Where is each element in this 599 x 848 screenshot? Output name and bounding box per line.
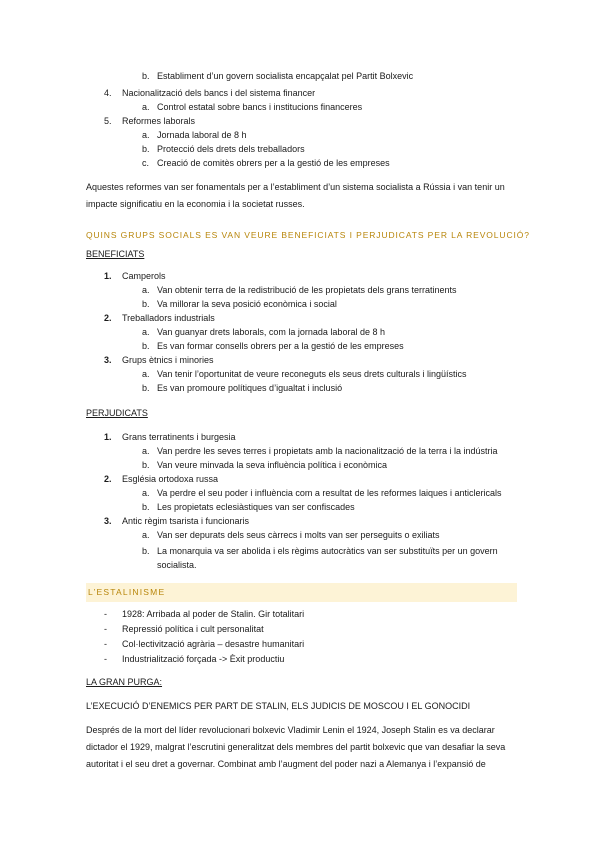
list-marker: b. — [142, 71, 150, 81]
summary-line: impacte significatiu en la economia i la societat russes. — [86, 199, 305, 209]
list-marker: c. — [142, 158, 150, 168]
list-item: Camperols — [122, 271, 166, 281]
list-marker: b. — [142, 546, 150, 556]
list-item: Antic règim tsarista i funcionaris — [122, 516, 250, 526]
list-item: Es van promoure polítiques d’igualtat i inclusió — [157, 383, 343, 393]
bullet-item: Repressió política i cult personalitat — [122, 624, 264, 634]
section-heading: L’ESTALINISME — [88, 587, 166, 597]
bullet-item: Col·lectivització agrària – desastre humanitari — [122, 639, 305, 649]
list-marker: b. — [142, 299, 150, 309]
section-heading: QUINS GRUPS SOCIALS ES VAN VEURE BENEFICIATS I PERJUDICATS PER LA REVOLUCIÓ? — [86, 230, 530, 240]
list-marker: 5. — [104, 116, 112, 126]
list-marker: b. — [142, 341, 150, 351]
list-item: La monarquia va ser abolida i els règims autocràtics van ser substituïts per un govern — [157, 546, 498, 556]
list-marker: a. — [142, 488, 150, 498]
bullet-marker: - — [104, 624, 107, 634]
list-item: Treballadors industrials — [122, 313, 215, 323]
list-marker: 1. — [104, 432, 112, 442]
list-marker: a. — [142, 446, 150, 456]
subsection-title: LA GRAN PURGA: — [86, 677, 163, 687]
bullet-item: Industrialització forçada -> Èxit productiu — [122, 654, 285, 664]
list-item: Les propietats eclesiàstiques van ser confiscades — [157, 502, 355, 512]
list-marker: b. — [142, 460, 150, 470]
bullet-item: 1928: Arribada al poder de Stalin. Gir totalitari — [122, 609, 305, 619]
list-item: Grups ètnics i minories — [122, 355, 214, 365]
paragraph-line: Després de la mort del líder revolucionari bolxevic Vladimir Lenin el 1924, Joseph Stalin es va declarar — [86, 725, 495, 735]
list-item: Es van formar consells obrers per a la gestió de les empreses — [157, 341, 404, 351]
bullet-marker: - — [104, 654, 107, 664]
list-marker: a. — [142, 285, 150, 295]
list-item: Van ser depurats dels seus càrrecs i molts van ser perseguits o exiliats — [157, 530, 440, 540]
list-marker: a. — [142, 369, 150, 379]
list-item: Van guanyar drets laborals, com la jornada laboral de 8 h — [157, 327, 385, 337]
list-item: Església ortodoxa russa — [122, 474, 219, 484]
bullet-marker: - — [104, 609, 107, 619]
list-marker: b. — [142, 144, 150, 154]
summary-line: Aquestes reformes van ser fonamentals per a l’establiment d’un sistema socialista a Rússia i van tenir un — [86, 182, 505, 192]
list-item: Nacionalització dels bancs i del sistema financer — [122, 88, 316, 98]
list-marker: a. — [142, 130, 150, 140]
list-marker: a. — [142, 530, 150, 540]
list-item: Reformes laborals — [122, 116, 196, 126]
list-item: Creació de comitès obrers per a la gestió de les empreses — [157, 158, 390, 168]
list-marker: a. — [142, 327, 150, 337]
list-item: Van perdre les seves terres i propietats amb la nacionalització de la terra i la indústria — [157, 446, 498, 456]
subsection-title: PERJUDICATS — [86, 408, 148, 418]
list-marker: 3. — [104, 516, 112, 526]
list-marker: b. — [142, 383, 150, 393]
list-item: Va millorar la seva posició econòmica i social — [157, 299, 337, 309]
list-item: Establiment d’un govern socialista encapçalat pel Partit Bolxevic — [157, 71, 414, 81]
list-marker: 2. — [104, 474, 112, 484]
section-banner — [86, 583, 517, 602]
bullet-marker: - — [104, 639, 107, 649]
paragraph-line: dictador el 1929, malgrat l’escrutini generalitzat dels membres del partit bolxevic que van desafiar la seva — [86, 742, 506, 752]
list-item: Va perdre el seu poder i influència com a resultat de les reformes laiques i anticlericals — [157, 488, 502, 498]
list-item: Protecció dels drets dels treballadors — [157, 144, 305, 154]
list-item: Control estatal sobre bancs i institucions financeres — [157, 102, 363, 112]
list-item: Van veure minvada la seva influència política i econòmica — [157, 460, 387, 470]
list-marker: a. — [142, 102, 150, 112]
list-marker: 3. — [104, 355, 112, 365]
list-item: Jornada laboral de 8 h — [157, 130, 247, 140]
list-marker: 1. — [104, 271, 112, 281]
list-item: Van obtenir terra de la redistribució de les propietats dels grans terratinents — [157, 285, 457, 295]
subsection-title: BENEFICIATS — [86, 249, 145, 259]
list-marker: 4. — [104, 88, 112, 98]
subsection-subtitle: L’EXECUCIÓ D’ENEMICS PER PART DE STALIN, ELS JUDICIS DE MOSCOU I EL GONOCIDI — [86, 701, 471, 711]
list-item: Van tenir l’oportunitat de veure reconeguts els seus drets culturals i lingüístics — [157, 369, 467, 379]
list-marker: b. — [142, 502, 150, 512]
list-item-continuation: socialista. — [157, 560, 197, 570]
list-item: Grans terratinents i burgesia — [122, 432, 236, 442]
paragraph-line: autoritat i el seu dret a governar. Combinat amb l’augment del poder nazi a Alemanya i l’expansió de — [86, 759, 486, 769]
list-marker: 2. — [104, 313, 112, 323]
